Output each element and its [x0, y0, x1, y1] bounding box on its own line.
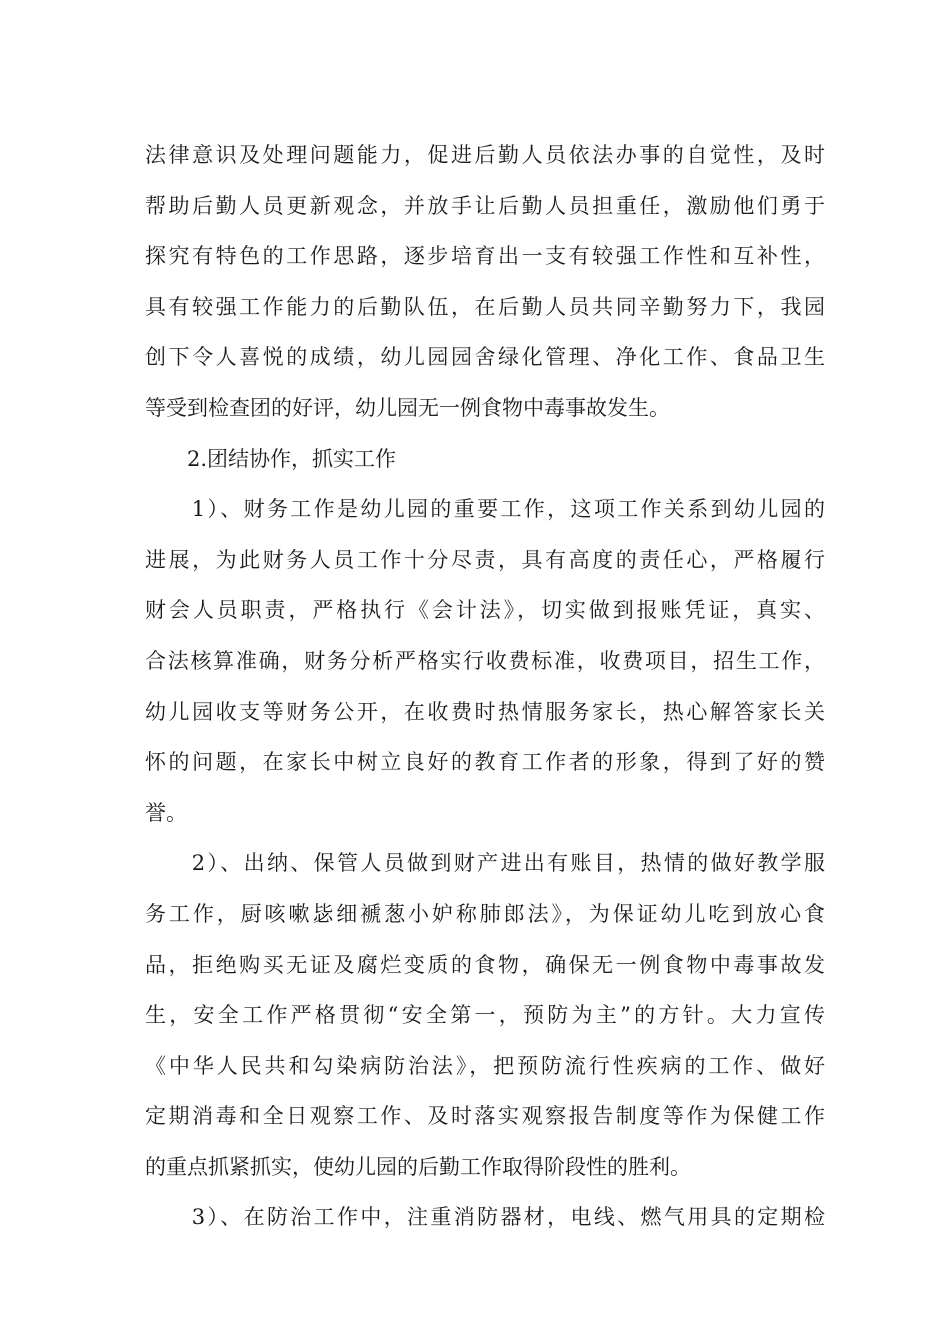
text-line: 生，安全工作严格贯彻“安全第一，预防为主”的方针。大力宣传 [145, 1003, 825, 1028]
text-line: 等受到检查团的好评，幼儿园无一例食物中毒事故发生。 [145, 395, 670, 420]
text-line: 《中华人民共和勾染病防治法》，把预防流行性疾病的工作、做好 [145, 1053, 825, 1078]
text-line: 务工作，厨咳嗽毖细褫葱小妒称肺郎法》，为保证幼儿吃到放心食 [145, 901, 825, 926]
text-line: 合法核算准确，财务分析严格实行收费标准，收费项目，招生工作， [145, 648, 825, 673]
text-line: 帮助后勤人员更新观念，并放手让后勤人员担重任，激励他们勇于 [145, 193, 825, 218]
text-line: 定期消毒和全日观察工作、及时落实观察报告制度等作为保健工作 [145, 1104, 825, 1129]
text-line: 1）、财务工作是幼儿园的重要工作，这项工作关系到幼儿园的 [145, 497, 825, 522]
text-line: 幼儿园收支等财务公开，在收费时热情服务家长，热心解答家长关 [145, 699, 825, 724]
text-line: 2）、出纳、保管人员做到财产进出有账目，热情的做好教学服 [145, 851, 825, 876]
text-line: 3）、在防治工作中，注重消防器材，电线、燃气用具的定期检 [145, 1205, 825, 1230]
text-line: 2.团结协作，抓实工作 [145, 446, 397, 471]
text-line: 法律意识及处理问题能力，促进后勤人员依法办事的自觉性，及时 [145, 143, 825, 167]
text-line: 誉。 [145, 800, 187, 825]
text-line: 的重点抓紧抓实，使幼儿园的后勤工作取得阶段性的胜利。 [145, 1154, 691, 1179]
text-line: 品，拒绝购买无证及腐烂变质的食物，确保无一例食物中毒事故发 [145, 952, 825, 977]
paragraph-3 [145, 484, 825, 838]
paragraph-1 [145, 130, 825, 434]
text-line: 创下令人喜悦的成绩，幼儿园园舍绿化管理、净化工作、食品卫生 [145, 345, 825, 370]
document-body [145, 130, 825, 1243]
text-line: 进展，为此财务人员工作十分尽责，具有高度的责任心，严格履行 [145, 547, 825, 572]
text-line: 财会人员职责，严格执行《会计法》，切实做到报账凭证，真实、 [145, 598, 825, 623]
text-line: 怀的问题，在家长中树立良好的教育工作者的形象，得到了好的赞 [145, 750, 825, 775]
section-heading [145, 434, 825, 485]
paragraph-4 [145, 838, 825, 1192]
paragraph-5 [145, 1192, 825, 1243]
text-line: 具有较强工作能力的后勤队伍，在后勤人员共同辛勤努力下，我园 [145, 294, 825, 319]
text-line: 探究有特色的工作思路，逐步培育出一支有较强工作性和互补性， [145, 244, 825, 269]
